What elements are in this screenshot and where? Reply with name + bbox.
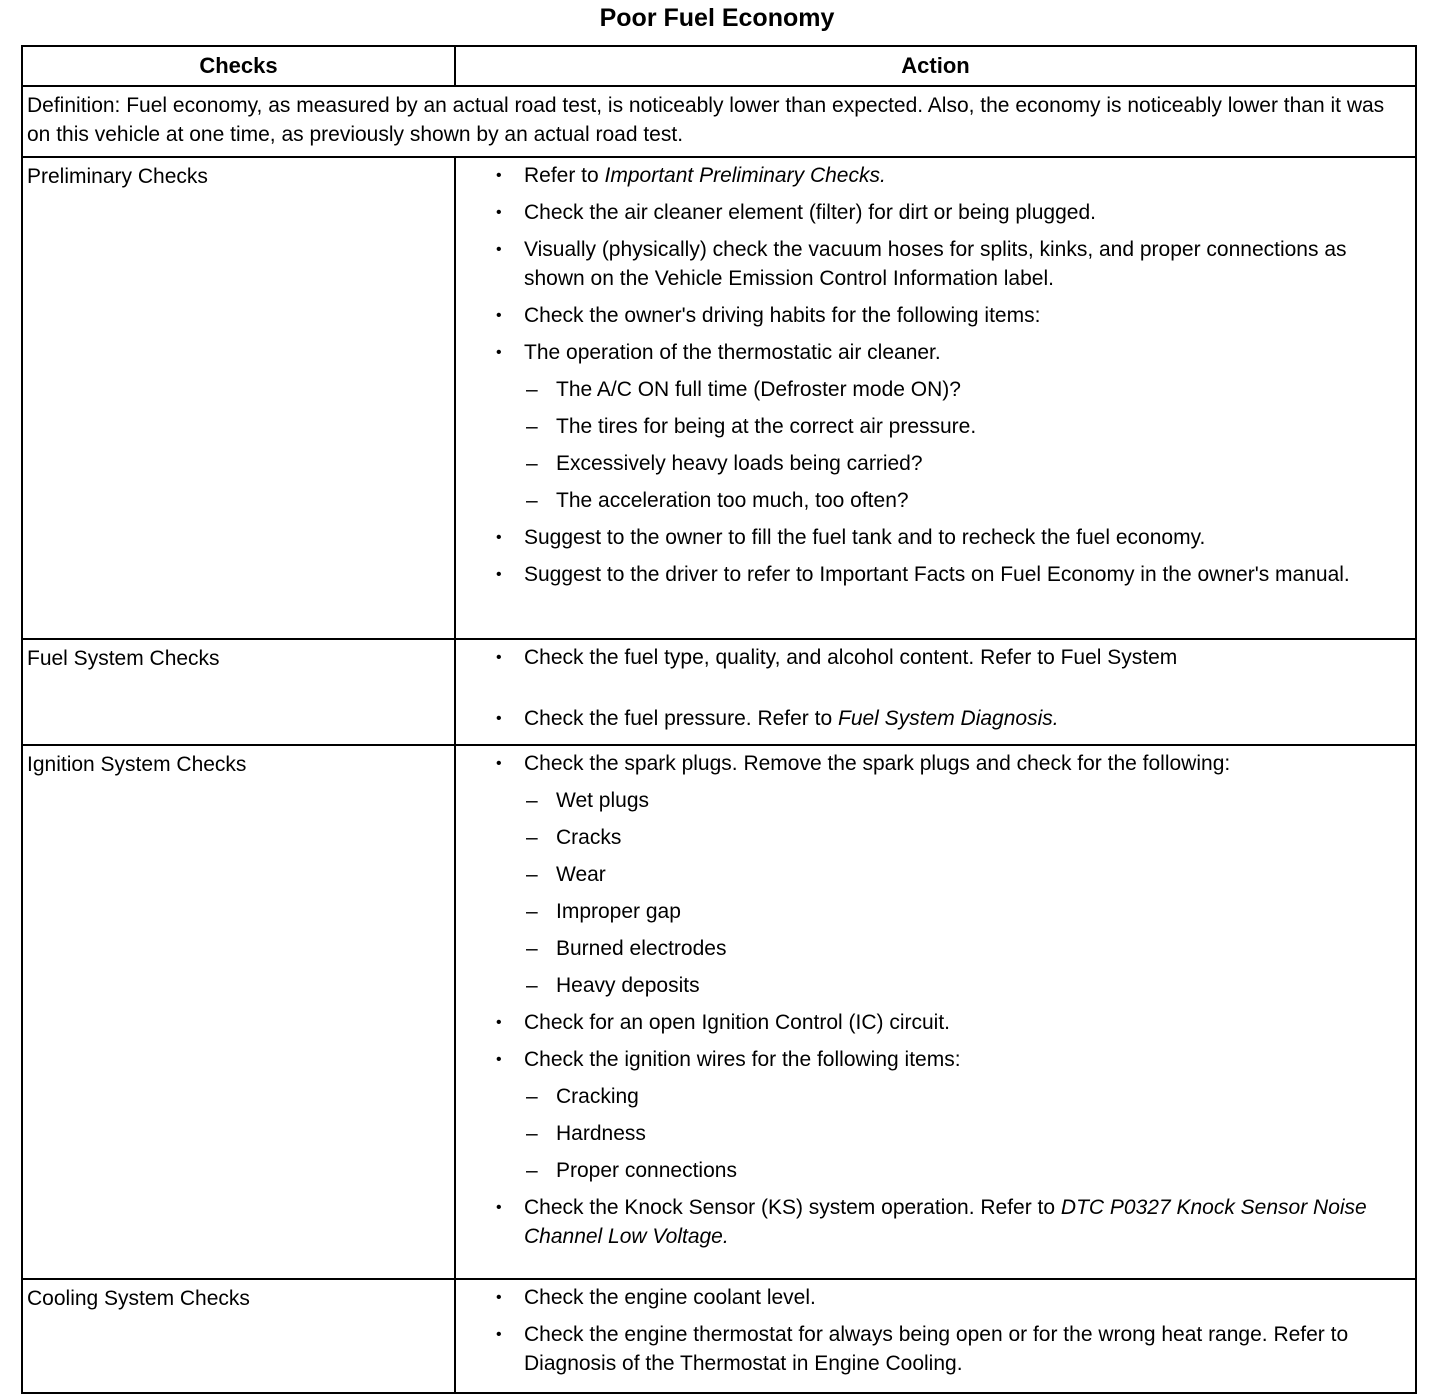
list-item	[492, 643, 1385, 672]
item-text: The tires for being at the correct air pressure.	[556, 415, 977, 438]
list-item	[492, 198, 1385, 227]
header-checks: Checks	[22, 46, 455, 86]
item-text: Hardness	[556, 1122, 646, 1145]
item-text: Proper connections	[556, 1159, 737, 1182]
item-text: Cracks	[556, 826, 622, 849]
item-text: Check the owner's driving habits for the following items:	[524, 304, 1041, 327]
sub-list-item	[492, 786, 1385, 815]
table-row	[22, 639, 1416, 745]
sub-list-item	[492, 934, 1385, 963]
action-cell	[455, 639, 1416, 745]
list-item	[492, 235, 1385, 293]
check-name: Preliminary Checks	[22, 157, 455, 639]
item-text: Check the spark plugs. Remove the spark plugs and check for the following:	[524, 752, 1231, 775]
diagnosis-table	[21, 45, 1417, 1394]
page-title: Poor Fuel Economy	[599, 4, 835, 32]
list-item	[492, 1045, 1385, 1074]
action-list	[492, 643, 1385, 733]
action-list	[492, 161, 1385, 589]
sub-list-item	[492, 1082, 1385, 1111]
sub-list-item	[492, 375, 1385, 404]
check-name: Fuel System Checks	[22, 639, 455, 745]
sub-list-item	[492, 486, 1385, 515]
action-cell	[455, 1279, 1416, 1393]
sub-list-item	[492, 1119, 1385, 1148]
list-item	[492, 704, 1385, 733]
item-text: Check the Knock Sensor (KS) system operation. Refer to	[524, 1196, 1061, 1219]
action-cell	[455, 157, 1416, 639]
item-text: Improper gap	[556, 900, 681, 923]
item-text: The A/C ON full time (Defroster mode ON)?	[556, 378, 961, 401]
reference-link: Important Preliminary Checks.	[604, 164, 886, 187]
item-text: Suggest to the driver to refer to Important Facts on Fuel Economy in the owner's manual.	[524, 563, 1350, 586]
action-cell	[455, 745, 1416, 1279]
sub-list-item	[492, 860, 1385, 889]
item-text: Burned electrodes	[556, 937, 727, 960]
item-text: Check the ignition wires for the following items:	[524, 1048, 961, 1071]
table-row	[22, 157, 1416, 639]
reference-link: DTC P0327 Knock Sensor Noise Channel Low Voltage.	[524, 1196, 1367, 1248]
definition-text: Definition: Fuel economy, as measured by an actual road test, is noticeably lower than expected. Also, the economy is noticeably lower than it was on this vehicle at one time, as previously shown by an actual road test.	[22, 86, 1416, 157]
item-text: Check for an open Ignition Control (IC) circuit.	[524, 1011, 951, 1034]
sub-list-item	[492, 971, 1385, 1000]
item-text: Cracking	[556, 1085, 639, 1108]
item-text: Check the air cleaner element (filter) for dirt or being plugged.	[524, 201, 1096, 224]
item-text: The operation of the thermostatic air cleaner.	[524, 341, 941, 364]
action-list	[492, 749, 1385, 1251]
sub-list-item	[492, 412, 1385, 441]
item-text: Visually (physically) check the vacuum hoses for splits, kinks, and proper connections as shown on the Vehicle Emission Control Information label.	[524, 238, 1347, 290]
item-text: Check the fuel type, quality, and alcohol content. Refer to Fuel System	[524, 646, 1178, 669]
item-text: The acceleration too much, too often?	[556, 489, 909, 512]
list-item	[492, 560, 1385, 589]
item-text: Wet plugs	[556, 789, 649, 812]
definition-row	[22, 86, 1416, 157]
item-text: Excessively heavy loads being carried?	[556, 452, 923, 475]
item-text: Wear	[556, 863, 606, 886]
list-item	[492, 523, 1385, 552]
check-name: Cooling System Checks	[22, 1279, 455, 1393]
check-name: Ignition System Checks	[22, 745, 455, 1279]
list-item	[492, 749, 1385, 778]
header-action: Action	[455, 46, 1416, 86]
sub-list-item	[492, 449, 1385, 478]
action-list	[492, 1283, 1385, 1378]
list-item	[492, 1008, 1385, 1037]
item-text: Check the engine thermostat for always being open or for the wrong heat range. Refer to Diagnosis of the Thermostat in Engine Cooling.	[524, 1323, 1349, 1375]
list-item	[492, 1320, 1385, 1378]
item-text: Heavy deposits	[556, 974, 700, 997]
table-row	[22, 1279, 1416, 1393]
table-row	[22, 745, 1416, 1279]
list-item	[492, 301, 1385, 330]
table-header-row	[22, 46, 1416, 86]
list-item	[492, 1283, 1385, 1312]
list-item	[492, 161, 1385, 190]
sub-list-item	[492, 1156, 1385, 1185]
item-text: Check the fuel pressure. Refer to	[524, 707, 838, 730]
reference-link: Fuel System Diagnosis.	[838, 707, 1059, 730]
item-text: Suggest to the owner to fill the fuel tank and to recheck the fuel economy.	[524, 526, 1206, 549]
sub-list-item	[492, 823, 1385, 852]
item-text: Refer to	[524, 164, 605, 187]
item-text: Check the engine coolant level.	[524, 1286, 816, 1309]
sub-list-item	[492, 897, 1385, 926]
list-item	[492, 1193, 1385, 1251]
list-item	[492, 338, 1385, 367]
